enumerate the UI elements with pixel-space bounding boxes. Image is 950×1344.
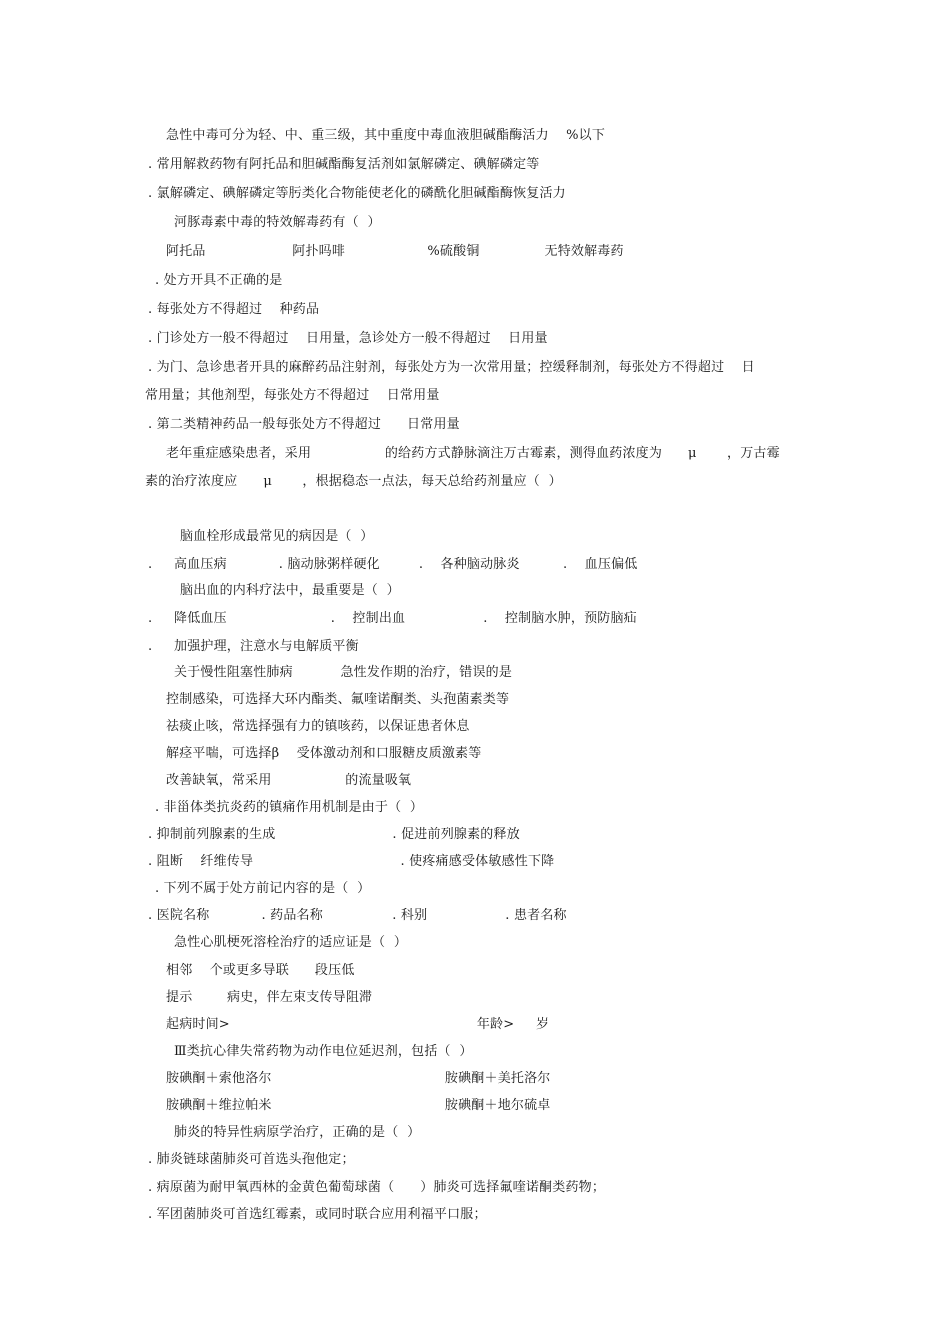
text-line: . 门诊处方一般不得超过 日用量，急诊处方一般不得超过 日用量 [148,331,548,346]
question-text: 脑出血的内科疗法中，最重要是（ ） [180,583,400,598]
option-row: 胺碘酮＋索他洛尔 胺碘酮＋美托洛尔 [166,1071,551,1086]
option-row: . 医院名称 . 药品名称 . 科别 . 患者名称 [148,908,567,923]
option-row: 提示 病史，伴左束支传导阻滞 [166,990,373,1005]
question-text: 河豚毒素中毒的特效解毒药有（ ） [174,215,381,230]
question-text: . 非甾体类抗炎药的镇痛作用机制是由于（ ） [155,800,424,815]
question-text: 肺炎的特异性病原学治疗，正确的是（ ） [174,1125,421,1140]
text-line: . 为门、急诊患者开具的麻醉药品注射剂，每张处方为一次常用量；控缓释制剂，每张处方不得超过 日 [148,360,755,375]
option-row: 控制感染，可选择大环内酯类、氟喹诺酮类、头孢菌素类等 [166,692,510,707]
text-line: . 第二类精神药品一般每张处方不得超过 日常用量 [148,417,460,432]
question-text: 关于慢性阻塞性肺病 急性发作期的治疗，错误的是 [174,665,513,680]
question-text: 急性心肌梗死溶栓治疗的适应证是（ ） [174,935,408,950]
option-row: 阿托品 阿扑吗啡 %硫酸铜 无特效解毒药 [166,244,624,259]
text-line: 素的治疗浓度应 μ ，根据稳态一点法，每天总给药剂量应（ ） [145,474,562,489]
option-row: 解痉平喘，可选择β 受体激动剂和口服糖皮质激素等 [166,746,482,761]
option-row: 相邻 个或更多导联 段压低 [166,963,355,978]
option-row: 改善缺氧，常采用 的流量吸氧 [166,773,412,788]
text-line: . 每张处方不得超过 种药品 [148,302,320,317]
text-line: . 氯解磷定、碘解磷定等肟类化合物能使老化的磷酰化胆碱酯酶恢复活力 [148,186,566,201]
question-text: Ⅲ类抗心律失常药物为动作电位延迟剂，包括（ ） [174,1044,473,1059]
option-row: . 降低血压 . 控制出血 . 控制脑水肿，预防脑疝 [148,611,637,626]
option-row: . 肺炎链球菌肺炎可首选头孢他定； [148,1152,355,1167]
option-row: . 军团菌肺炎可首选红霉素，或同时联合应用利福平口服； [148,1207,487,1222]
option-row: . 阻断 纤维传导 . 使疼痛感受体敏感性下降 [148,854,555,869]
option-row: 胺碘酮＋维拉帕米 胺碘酮＋地尔硫卓 [166,1098,551,1113]
option-row: . 高血压病 . 脑动脉粥样硬化 . 各种脑动脉炎 . 血压偏低 [148,557,638,572]
option-row: . 抑制前列腺素的生成 . 促进前列腺素的释放 [148,827,520,842]
text-line: . 常用解救药物有阿托品和胆碱酯酶复活剂如氯解磷定、碘解磷定等 [148,157,540,172]
option-row: . 病原菌为耐甲氧西林的金黄色葡萄球菌（ ）肺炎可选择氟喹诺酮类药物； [148,1180,606,1195]
option-row: 起病时间> 年龄> 岁 [166,1017,550,1032]
question-text: . 下列不属于处方前记内容的是（ ） [155,881,371,896]
question-text: . 处方开具不正确的是 [155,273,283,288]
option-row: 祛痰止咳，常选择强有力的镇咳药，以保证患者休息 [166,719,470,734]
question-text: 脑血栓形成最常见的病因是（ ） [180,529,374,544]
text-line: 常用量；其他剂型，每张处方不得超过 日常用量 [145,388,440,403]
option-row: . 加强护理，注意水与电解质平衡 [148,639,359,654]
question-text: 老年重症感染患者，采用 的给药方式静脉滴注万古霉素，测得血药浓度为 μ ，万古霉 [166,446,780,461]
text-line: 急性中毒可分为轻、中、重三级，其中重度中毒血液胆碱酯酶活力 %以下 [166,128,606,143]
